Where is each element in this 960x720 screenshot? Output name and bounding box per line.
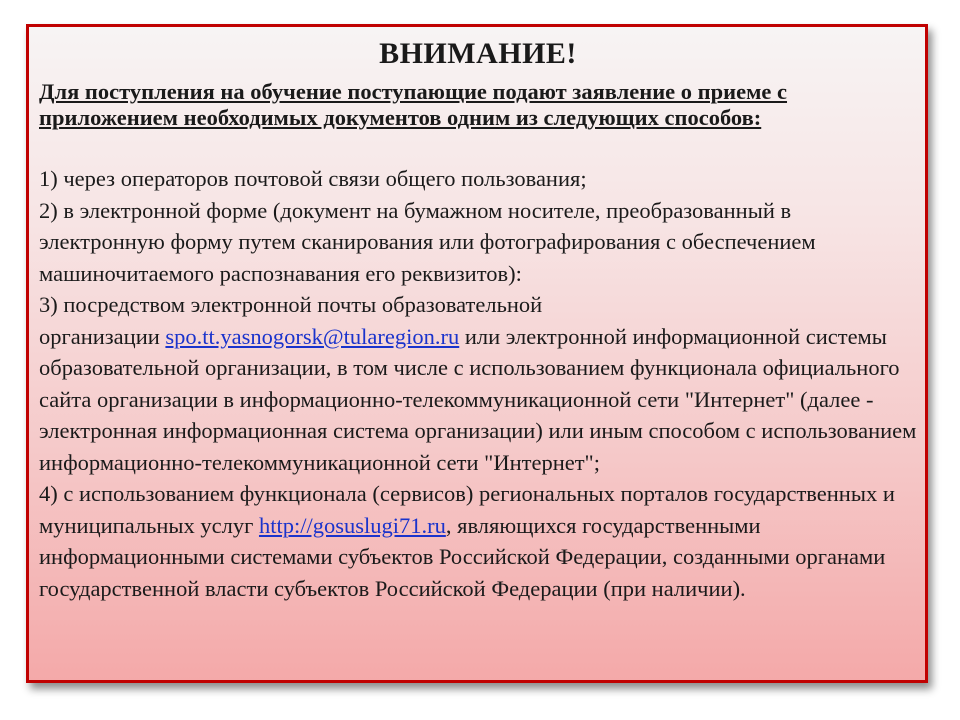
spacer	[39, 131, 917, 163]
method-item-2: 2) в электронной форме (документ на бумажном носителе, преобразованный в электронную форму путем сканирования или фотографирования с обеспечением машиночитаемого распознавания его реквизитов):	[39, 197, 816, 286]
email-link[interactable]: spo.tt.yasnogorsk@tularegion.ru	[165, 323, 460, 349]
notice-title: ВНИМАНИЕ!	[379, 37, 577, 70]
method-item-4-before: 4) с использованием функционала (сервисов) региональных порталов государственных и муниципальных услуг	[39, 481, 895, 538]
method-item-3-before: организации	[39, 323, 166, 349]
method-item-1: 1) через операторов почтовой связи общего пользования;	[39, 166, 587, 191]
notice-box	[26, 24, 928, 683]
method-item-3-line1: 3) посредством электронной почты образовательной	[39, 292, 543, 317]
notice-subtitle: Для поступления на обучение поступающие подают заявление о приеме с приложением необходимых документов одним из следующих способов:	[39, 79, 788, 130]
method-item-3	[39, 289, 917, 478]
method-item-4	[39, 478, 917, 604]
method-item-4-after: , являющихся государственными информационными системами субъектов Российской Федерации, созданными органами государственной власти субъектов Российской Федерации (при наличии).	[39, 512, 886, 601]
method-item-3-after: или электронной информационной системы образовательной организации, в том числе с использованием функционала официального сайта организации в информационно-телекоммуникационной сети "Интернет" (далее - электронная информационная система организации) или иным способом с использованием информационно-телекоммуникационной сети "Интернет";	[39, 323, 917, 475]
gosuslugi-link[interactable]: http://gosuslugi71.ru	[258, 512, 446, 538]
